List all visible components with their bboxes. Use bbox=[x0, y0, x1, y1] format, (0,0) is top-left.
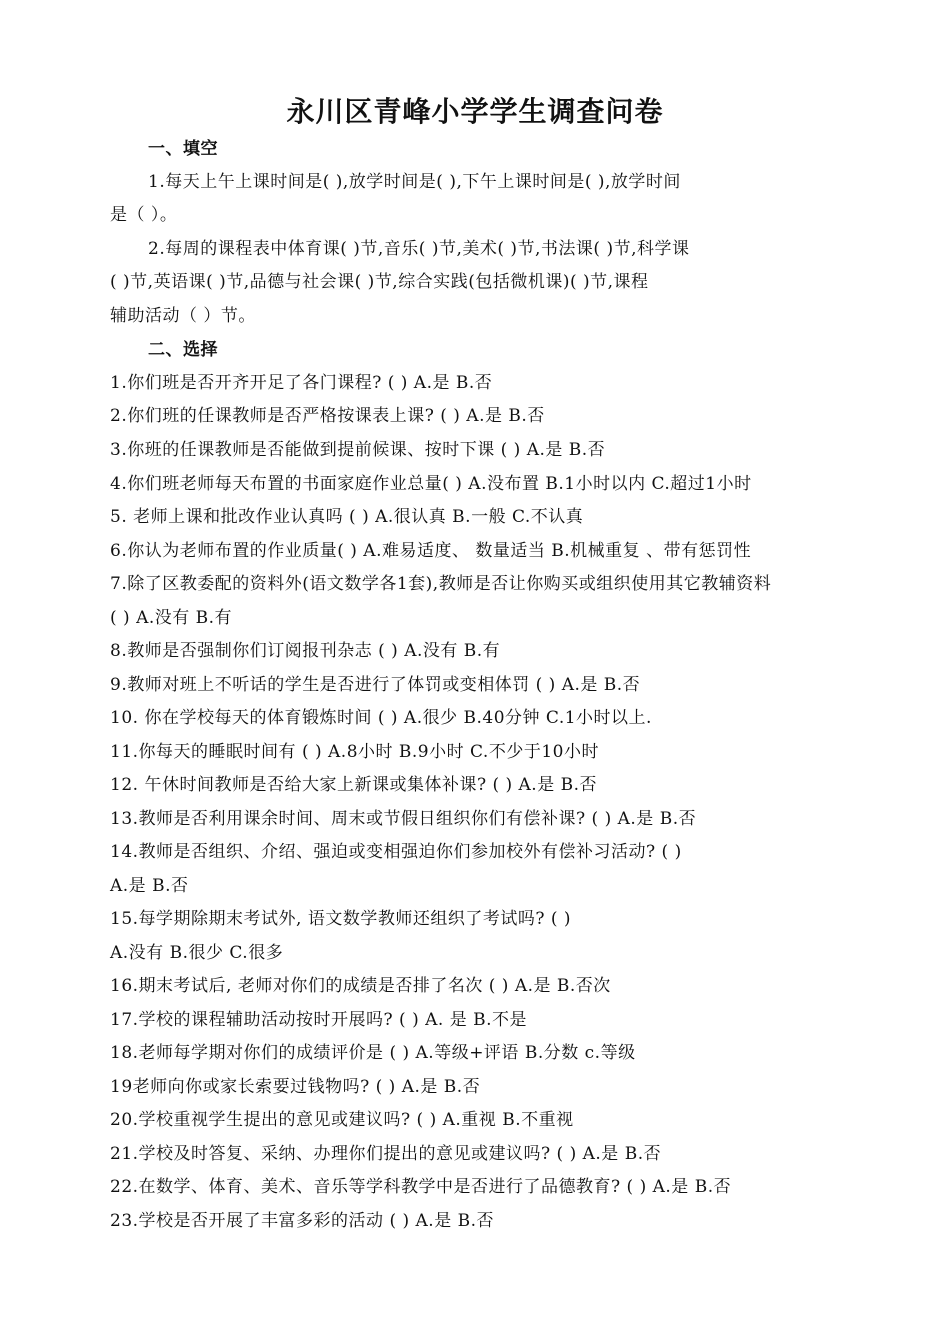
choice-question: 6.你认为老师布置的作业质量( ) A.难易适度、 数量适当 B.机械重复 、带有惩罚性 bbox=[110, 541, 752, 561]
choice-question: 11.你每天的睡眠时间有 ( ) A.8小时 B.9小时 C.不少于10小时 bbox=[110, 742, 599, 762]
choice-question: 2.你们班的任课教师是否严格按课表上课? ( ) A.是 B.否 bbox=[110, 406, 545, 426]
choice-question: 13.教师是否利用课余时间、周末或节假日组织你们有偿补课? ( ) A.是 B.否 bbox=[110, 809, 697, 829]
fill-blank-line: 2.每周的课程表中体育课( )节,音乐( )节,美术( )节,书法课( )节,科学课 bbox=[148, 239, 690, 259]
choice-question: 9.教师对班上不听话的学生是否进行了体罚或变相体罚 ( ) A.是 B.否 bbox=[110, 675, 641, 695]
choice-question: 5. 老师上课和批改作业认真吗 ( ) A.很认真 B.一般 C.不认真 bbox=[110, 507, 584, 527]
choice-question: 8.教师是否强制你们订阅报刊杂志 ( ) A.没有 B.有 bbox=[110, 641, 501, 661]
choice-question: 3.你班的任课教师是否能做到提前候课、按时下课 ( ) A.是 B.否 bbox=[110, 440, 606, 460]
choice-question: 7.除了区教委配的资料外(语文数学各1套),教师是否让你购买或组织使用其它教辅资料 bbox=[110, 574, 772, 594]
choice-question: 4.你们班老师每天布置的书面家庭作业总量( ) A.没布置 B.1小时以内 C.超过1小时 bbox=[110, 474, 752, 494]
choice-question: 17.学校的课程辅助活动按时开展吗? ( ) A. 是 B.不是 bbox=[110, 1010, 528, 1030]
page-title: 永川区青峰小学学生调查问卷 bbox=[286, 95, 664, 128]
choice-question: 19老师向你或家长索要过钱物吗? ( ) A.是 B.否 bbox=[110, 1077, 481, 1097]
choice-question-options: ( ) A.没有 B.有 bbox=[110, 608, 233, 628]
choice-question: 12. 午休时间教师是否给大家上新课或集体补课? ( ) A.是 B.否 bbox=[110, 775, 598, 795]
choice-question: 10. 你在学校每天的体育锻炼时间 ( ) A.很少 B.40分钟 C.1小时以上. bbox=[110, 708, 652, 728]
fill-blank-line: 是（ ）。 bbox=[110, 205, 178, 225]
section-heading-choice: 二、选择 bbox=[148, 340, 218, 360]
choice-question: 1.你们班是否开齐开足了各门课程? ( ) A.是 B.否 bbox=[110, 373, 493, 393]
choice-question: 22.在数学、体育、美术、音乐等学科教学中是否进行了品德教育? ( ) A.是 B.否 bbox=[110, 1177, 732, 1197]
fill-blank-line: ( )节,英语课( )节,品德与社会课( )节,综合实践(包括微机课)( )节,课程 bbox=[110, 272, 649, 292]
section-heading-fill-blank: 一、填空 bbox=[148, 139, 218, 159]
choice-question: 14.教师是否组织、介绍、强迫或变相强迫你们参加校外有偿补习活动? ( ) bbox=[110, 842, 682, 862]
choice-question: 18.老师每学期对你们的成绩评价是 ( ) A.等级+评语 B.分数 c.等级 bbox=[110, 1043, 636, 1063]
fill-blank-line: 1.每天上午上课时间是( ),放学时间是( ),下午上课时间是( ),放学时间 bbox=[148, 172, 681, 192]
fill-blank-line: 辅助活动（ ）节。 bbox=[110, 306, 256, 326]
choice-question: 23.学校是否开展了丰富多彩的活动 ( ) A.是 B.否 bbox=[110, 1211, 494, 1231]
choice-question: 15.每学期除期末考试外, 语文数学教师还组织了考试吗? ( ) bbox=[110, 909, 572, 929]
choice-question-options: A.是 B.否 bbox=[110, 876, 189, 896]
choice-question-options: A.没有 B.很少 C.很多 bbox=[110, 943, 284, 963]
choice-question: 21.学校及时答复、采纳、办理你们提出的意见或建议吗? ( ) A.是 B.否 bbox=[110, 1144, 662, 1164]
choice-question: 20.学校重视学生提出的意见或建议吗? ( ) A.重视 B.不重视 bbox=[110, 1110, 574, 1130]
choice-question: 16.期末考试后, 老师对你们的成绩是否排了名次 ( ) A.是 B.否次 bbox=[110, 976, 611, 996]
